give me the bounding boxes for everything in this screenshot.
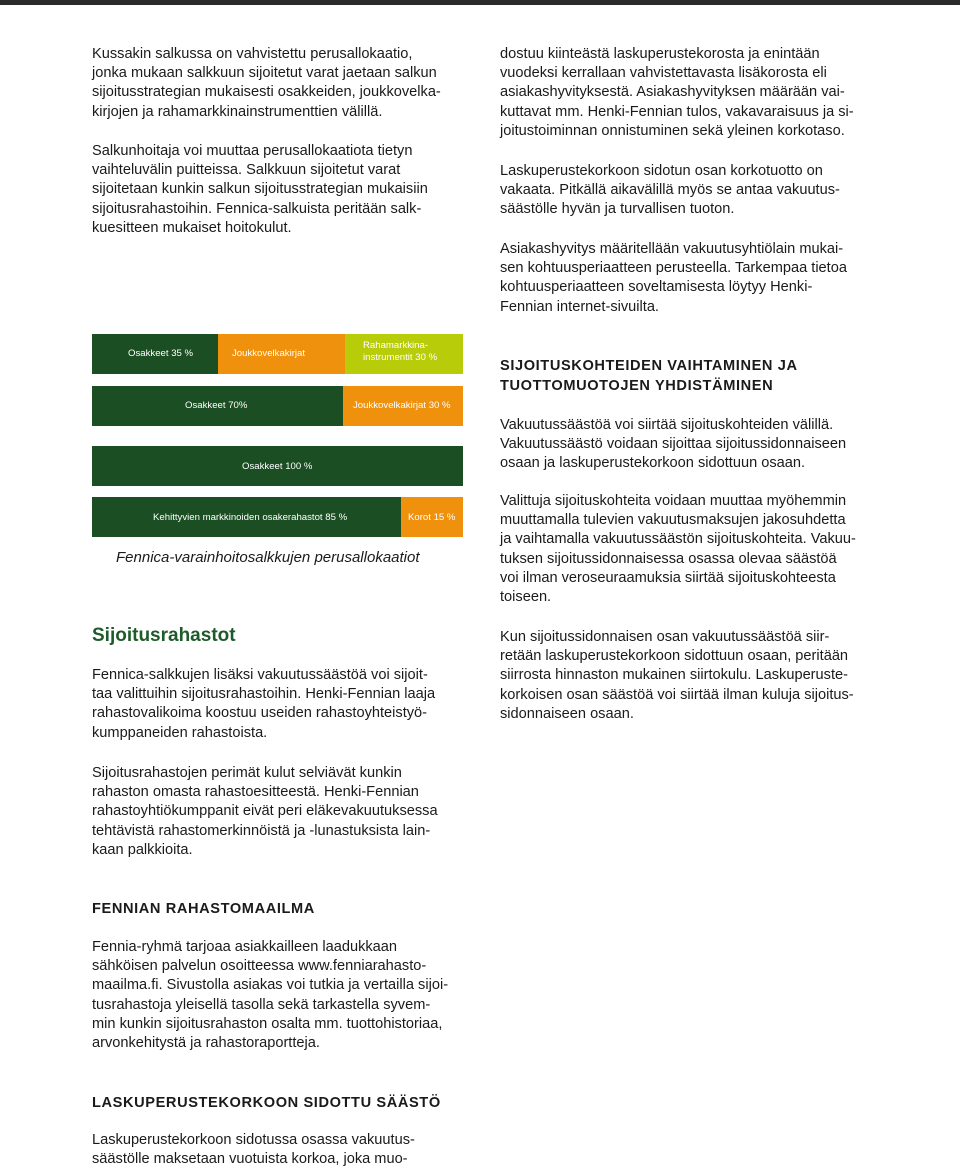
- interest-paragraph-2: Laskuperustekorkoon sidotun osan korkotuotto on vakaata. Pitkällä aikavälillä myös se antaa vakuutus- säästölle hyvän ja turvallisen tuoton.: [500, 163, 840, 218]
- section-heading-rahastomaailma: FENNIAN RAHASTOMAAILMA: [92, 901, 315, 917]
- chart-caption: Fennica-varainhoitosalkkujen perusallokaatiot: [116, 549, 420, 566]
- bar-c-equities: [92, 446, 463, 486]
- bar-a-money-market: [345, 334, 463, 374]
- bar-a-bonds-label: Joukkovelkakirjat: [232, 348, 306, 359]
- bar-a-equities-label: Osakkeet 35 %: [128, 348, 194, 359]
- bar-c-equities-label: Osakkeet 100 %: [242, 461, 313, 472]
- switching-paragraph-3: Kun sijoitussidonnaisen osan vakuutussäästöä siir- retään laskuperustekorkoon sidottuun osaan, peritään siirrosta hinnaston mukainen siirtokulu. Laskuperuste- korkoisen osan säästöä voi siirtää ilman kuluja sijoitus- sidonnaiseen osaan.: [500, 629, 854, 722]
- bar-b-bonds: [343, 386, 463, 426]
- bar-d-fixed-income: [401, 497, 463, 537]
- section-heading-vaihtaminen: SIJOITUSKOHTEIDEN VAIHTAMINEN JA TUOTTOMUOTOJEN YHDISTÄMINEN: [500, 358, 798, 394]
- switching-paragraph-2: Valittuja sijoituskohteita voidaan muuttaa myöhemmin muuttamalla tulevien vakuutusmaksujen jakosuhdetta ja vaihtamalla vakuutussäästön sijoituskohteita. Vakuu- tuksen sijoitussidonnaisessa osassa olevaa säästöä voi ilman veroseuraamuksia siirtää sijoituskohteesta toiseen.: [500, 493, 856, 606]
- funds-paragraph-2: Sijoitusrahastojen perimät kulut selviävät kunkin rahaston omasta rahastoesitteestä. Henki-Fennian rahastoyhtiökumppanit eivät peri eläkevakuutuksessa tehtävistä rahastomerkinnöistä ja -lunastuksista lain- kaan palkkioita.: [92, 765, 438, 858]
- section-heading-sijoitusrahastot: Sijoitusrahastot: [92, 625, 236, 646]
- bar-d-emerging-equities-label: Kehittyvien markkinoiden osakerahastot 85 %: [153, 512, 348, 523]
- bar-d-fixed-income-label: Korot 15 %: [408, 512, 456, 523]
- bar-d-emerging-equities: [92, 497, 401, 537]
- bar-a-bonds: [218, 334, 345, 374]
- laskuperustekorko-paragraph: Laskuperustekorkoon sidotussa osassa vakuutus- säästölle maksetaan vuotuista korkoa, joka muo-: [92, 1132, 415, 1168]
- section-heading-laskuperustekorko: LASKUPERUSTEKORKOON SIDOTTU SÄÄSTÖ: [92, 1095, 441, 1111]
- interest-paragraph-3: Asiakashyvitys määritellään vakuutusyhtiölain mukai- sen kohtuusperiaatteen perusteella. Tarkempaa tietoa kohtuusperiaatteen soveltamisesta löytyy Henki- Fennian internet-sivuilta.: [500, 241, 847, 315]
- funds-paragraph-1: Fennica-salkkujen lisäksi vakuutussäästöä voi sijoit- taa valittuihin sijoitusrahastoihin. Henki-Fennian laaja rahastovalikoima koostuu useiden rahastoyhteistyö- kumppaneiden rahastoista.: [92, 667, 436, 741]
- switching-paragraph-1: Vakuutussäästöä voi siirtää sijoituskohteiden välillä. Vakuutussäästö voidaan sijoittaa sijoitussidonnaiseen osaan ja laskuperustekorkoon sidottuun osaan.: [500, 417, 847, 472]
- bar-b-bonds-label: Joukkovelkakirjat 30 %: [353, 400, 451, 411]
- bar-a-equities: [92, 334, 218, 374]
- bar-a-money-market-label: Rahamarkkina- instrumentit 30 %: [363, 340, 438, 363]
- top-rule: [0, 0, 960, 5]
- rahastomaailma-paragraph: Fennia-ryhmä tarjoaa asiakkailleen laadukkaan sähköisen palvelun osoitteessa www.fenniarahasto- maailma.fi. Sivustolla asiakas voi tutkia ja vertailla sijoi- tusrahastoja yleisellä tasolla sekä tarkastella syvem- min kunkin sijoitusrahaston osalta mm. tuottohistoriaa, arvonkehitystä ja rahastoraportteja.: [92, 939, 449, 1052]
- interest-paragraph-1: dostuu kiinteästä laskuperustekorosta ja enintään vuodeksi kerrallaan vahvistettavasta lisäkorosta eli asiakashyvityksestä. Asiakashyvityksen määrään vai- kuttavat mm. Henki-Fennian tulos, vakavaraisuus ja si- joitustoiminnan onnistuminen sekä yleinen korkotaso.: [500, 46, 854, 139]
- intro-paragraph: Kussakin salkussa on vahvistettu perusallokaatio, jonka mukaan salkkuun sijoitetut varat jaetaan salkun sijoitusstrategian mukaisesti osakkeiden, joukkovelka- kirjojen ja rahamarkkinainstrumenttien välillä.: [92, 46, 441, 120]
- bar-b-equities-label: Osakkeet 70%: [185, 400, 248, 411]
- bar-b-equities: [92, 386, 343, 426]
- rebalancing-paragraph: Salkunhoitaja voi muuttaa perusallokaatiota tietyn vaihteluvälin puitteissa. Salkkuun sijoitetut varat sijoitetaan kunkin salkun sijoitusstrategian mukaisiin sijoitusrahastoihin. Fennica-salkuista peritään salk- kuesitteen mukaiset hoitokulut.: [92, 143, 428, 236]
